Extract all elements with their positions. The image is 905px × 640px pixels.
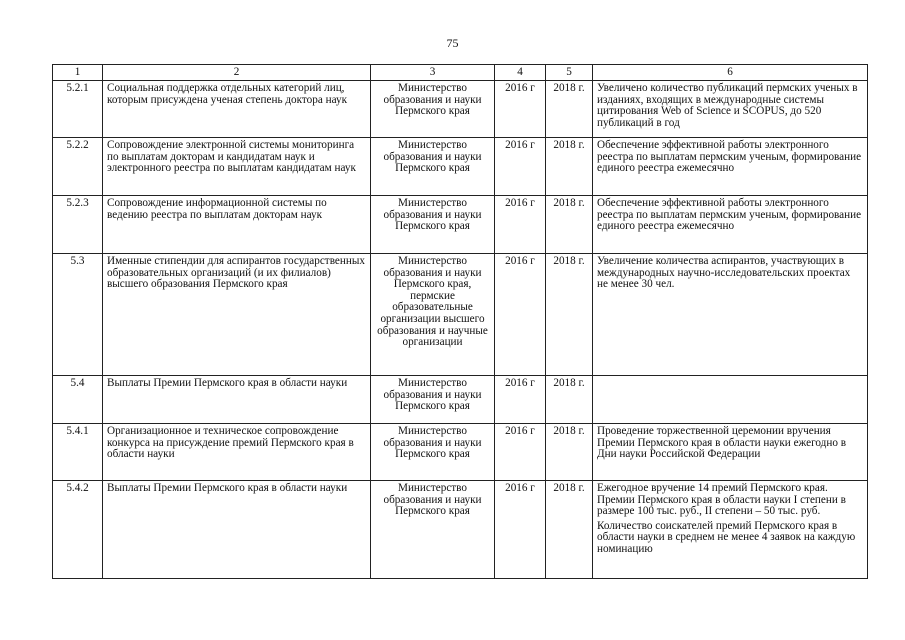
executor: Министерство образования и науки Пермского края [371, 81, 495, 138]
start-year: 2016 г [495, 481, 546, 579]
measure-name: Сопровождение электронной системы мониторинга по выплатам докторам и кандидатам наук и электронного реестра по выплатам кандидатам наук [103, 138, 371, 196]
start-year: 2016 г [495, 424, 546, 481]
row-number: 5.4.2 [53, 481, 103, 579]
column-header-2: 2 [103, 65, 371, 81]
header-row [53, 65, 868, 81]
result-text: Проведение торжественной церемонии вручения Премии Пермского края в области науки ежегодно в Дни науки Российской Федерации [597, 425, 847, 461]
row-number: 5.3 [53, 254, 103, 376]
end-year: 2018 г. [546, 424, 593, 481]
table-row [53, 481, 868, 579]
end-year: 2018 г. [546, 138, 593, 196]
table-row [53, 81, 868, 138]
end-year: 2018 г. [546, 254, 593, 376]
measure-name: Организационное и техническое сопровождение конкурса на присуждение премий Пермского края в области науки [103, 424, 371, 481]
start-year: 2016 г [495, 254, 546, 376]
measure-name: Социальная поддержка отдельных категорий лиц, которым присуждена ученая степень доктора наук [103, 81, 371, 138]
executor: Министерство образования и науки Пермского края [371, 376, 495, 424]
start-year: 2016 г [495, 138, 546, 196]
end-year: 2018 г. [546, 376, 593, 424]
end-year: 2018 г. [546, 196, 593, 254]
measures-table [52, 64, 868, 579]
measure-name: Выплаты Премии Пермского края в области науки [103, 481, 371, 579]
executor: Министерство образования и науки Пермского края [371, 424, 495, 481]
row-number: 5.2.2 [53, 138, 103, 196]
expected-result [593, 254, 868, 376]
row-number: 5.4 [53, 376, 103, 424]
start-year: 2016 г [495, 81, 546, 138]
table-row [53, 138, 868, 196]
result-text: Увеличено количество публикаций пермских ученых в изданиях, входящих в международные системы цитирования Web of Science и SCOPUS, до 520 публикаций в год [597, 82, 858, 129]
end-year: 2018 г. [546, 481, 593, 579]
table-row [53, 424, 868, 481]
result-text: Увеличение количества аспирантов, участвующих в международных научно-исследовательских проектах не менее 30 чел. [597, 255, 851, 291]
executor: Министерство образования и науки Пермского края [371, 481, 495, 579]
measure-name: Именные стипендии для аспирантов государственных образовательных организаций (и их филиалов) высшего образования Пермского края [103, 254, 371, 376]
column-header-4: 4 [495, 65, 546, 81]
page-number: 75 [446, 36, 459, 50]
measure-name: Выплаты Премии Пермского края в области науки [103, 376, 371, 424]
expected-result [593, 424, 868, 481]
executor: Министерство образования и науки Пермского края [371, 196, 495, 254]
expected-result [593, 481, 868, 579]
row-number: 5.2.1 [53, 81, 103, 138]
column-header-5: 5 [546, 65, 593, 81]
column-header-3: 3 [371, 65, 495, 81]
row-number: 5.4.1 [53, 424, 103, 481]
expected-result [593, 196, 868, 254]
result-text: Количество соискателей премий Пермского края в области науки в среднем не менее 4 заявок на каждую номинацию [597, 519, 856, 555]
table-row [53, 196, 868, 254]
result-text: Обеспечение эффективной работы электронного реестра по выплатам пермским ученым, формирование единого реестра ежемесячно [597, 197, 862, 233]
table-row [53, 376, 868, 424]
start-year: 2016 г [495, 376, 546, 424]
expected-result [593, 138, 868, 196]
table-row [53, 254, 868, 376]
row-number: 5.2.3 [53, 196, 103, 254]
column-header-6: 6 [593, 65, 868, 81]
expected-result [593, 81, 868, 138]
expected-result [593, 376, 868, 424]
result-text: Ежегодное вручение 14 премий Пермского края. Премии Пермского края в области науки I степени в размере 100 тыс. руб., II степени – 50 тыс. руб. [597, 482, 846, 518]
executor: Министерство образования и науки Пермского края [371, 138, 495, 196]
column-header-1: 1 [53, 65, 103, 81]
start-year: 2016 г [495, 196, 546, 254]
executor: Министерство образования и науки Пермского края, пермские образовательные организации высшего образования и научные организации [371, 254, 495, 376]
end-year: 2018 г. [546, 81, 593, 138]
result-text: Обеспечение эффективной работы электронного реестра по выплатам пермским ученым, формирование единого реестра ежемесячно [597, 139, 862, 175]
measure-name: Сопровождение информационной системы по ведению реестра по выплатам докторам наук [103, 196, 371, 254]
